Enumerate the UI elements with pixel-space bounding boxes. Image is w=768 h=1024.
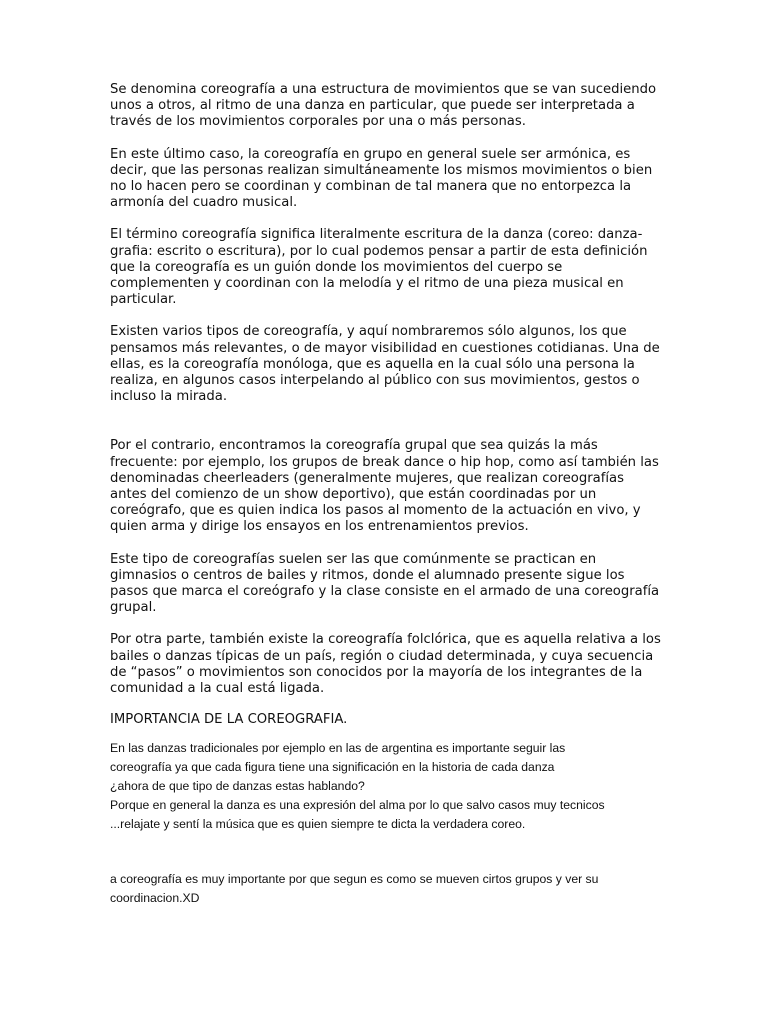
comment-line: ...relajate y sentí la música que es quien siempre te dicta la verdadera coreo.: [110, 816, 526, 831]
section-heading: IMPORTANCIA DE LA COREOGRAFIA.: [110, 712, 348, 728]
paragraph-types: Existen varios tipos de coreografía, y aquí nombraremos sólo algunos, los que pensamos más relevantes, o de mayor visibilidad en cuestiones cotidianas. Una de ellas, es la coreografía monóloga, que es aquella en la cual sólo una persona la realiza, en algunos casos interpelando al público con sus movimientos, gestos o incluso la mirada.: [110, 324, 660, 405]
comment-line: coreografía ya que cada figura tiene una significación en la historia de cada danza: [110, 759, 555, 774]
spacer: [110, 834, 662, 870]
paragraph-folk-choreography: Por otra parte, también existe la coreografía folclórica, que es aquella relativa a los bailes o danzas típicas de un país, región o ciudad determinada, y cuya secuencia de “pasos” o movimientos son conocidos por la mayoría de los integrantes de la comunidad a la cual está ligada.: [110, 632, 661, 697]
paragraph-group-choreography: En este último caso, la coreografía en grupo en general suele ser armónica, es decir, que las personas realizan simultáneamente los mismos movimientos o bien no lo hacen pero se coordinan y combinan de tal manera que no entorpezca la armonía del cuadro musical.: [110, 146, 653, 211]
document-page: [110, 82, 662, 908]
paragraph-gym-choreography: Este tipo de coreografías suelen ser las que comúnmente se practican en gimnasios o centros de bailes y ritmos, donde el alumnado presente sigue los pasos que marca el coreógrafo y la clase consiste en el armado de una coreografía grupal.: [110, 551, 660, 616]
paragraph-group-type: Por el contrario, encontramos la coreografía grupal que sea quizás la más frecuente: por ejemplo, los grupos de break dance o hip hop, como así también las denominadas cheerleaders (generalmente mujeres, que realizan coreografías antes del comienzo de un show deportivo), que están coordinadas por un coreógrafo, que es quien indica los pasos al momento de la actuación en vivo, y quien arma y dirige los ensayos en los entrenamientos previos.: [110, 438, 659, 535]
final-comment: a coreografía es muy importante por que segun es como se mueven cirtos grupos y ver su coordinacion.XD: [110, 871, 599, 905]
comment-line: ¿ahora de que tipo de danzas estas hablando?: [110, 778, 365, 793]
comment-line: Porque en general la danza es una expresión del alma por lo que salvo casos muy tecnicos: [110, 797, 605, 812]
comment-line: En las danzas tradicionales por ejemplo en las de argentina es importante seguir las: [110, 740, 566, 755]
paragraph-definition: Se denomina coreografía a una estructura de movimientos que se van sucediendo unos a otros, al ritmo de una danza en particular, que puede ser interpretada a través de los movimientos corporales por una o más personas.: [110, 82, 657, 130]
comment-block: [110, 739, 662, 834]
paragraph-term-meaning: El término coreografía significa literalmente escritura de la danza (coreo: danza-grafia: escrito o escritura), por lo cual podemos pensar a partir de esta definición que la coreografía es un guión donde los movimientos del cuerpo se complementen y coordinan con la melodía y el ritmo de una pieza musical en particular.: [110, 227, 648, 308]
